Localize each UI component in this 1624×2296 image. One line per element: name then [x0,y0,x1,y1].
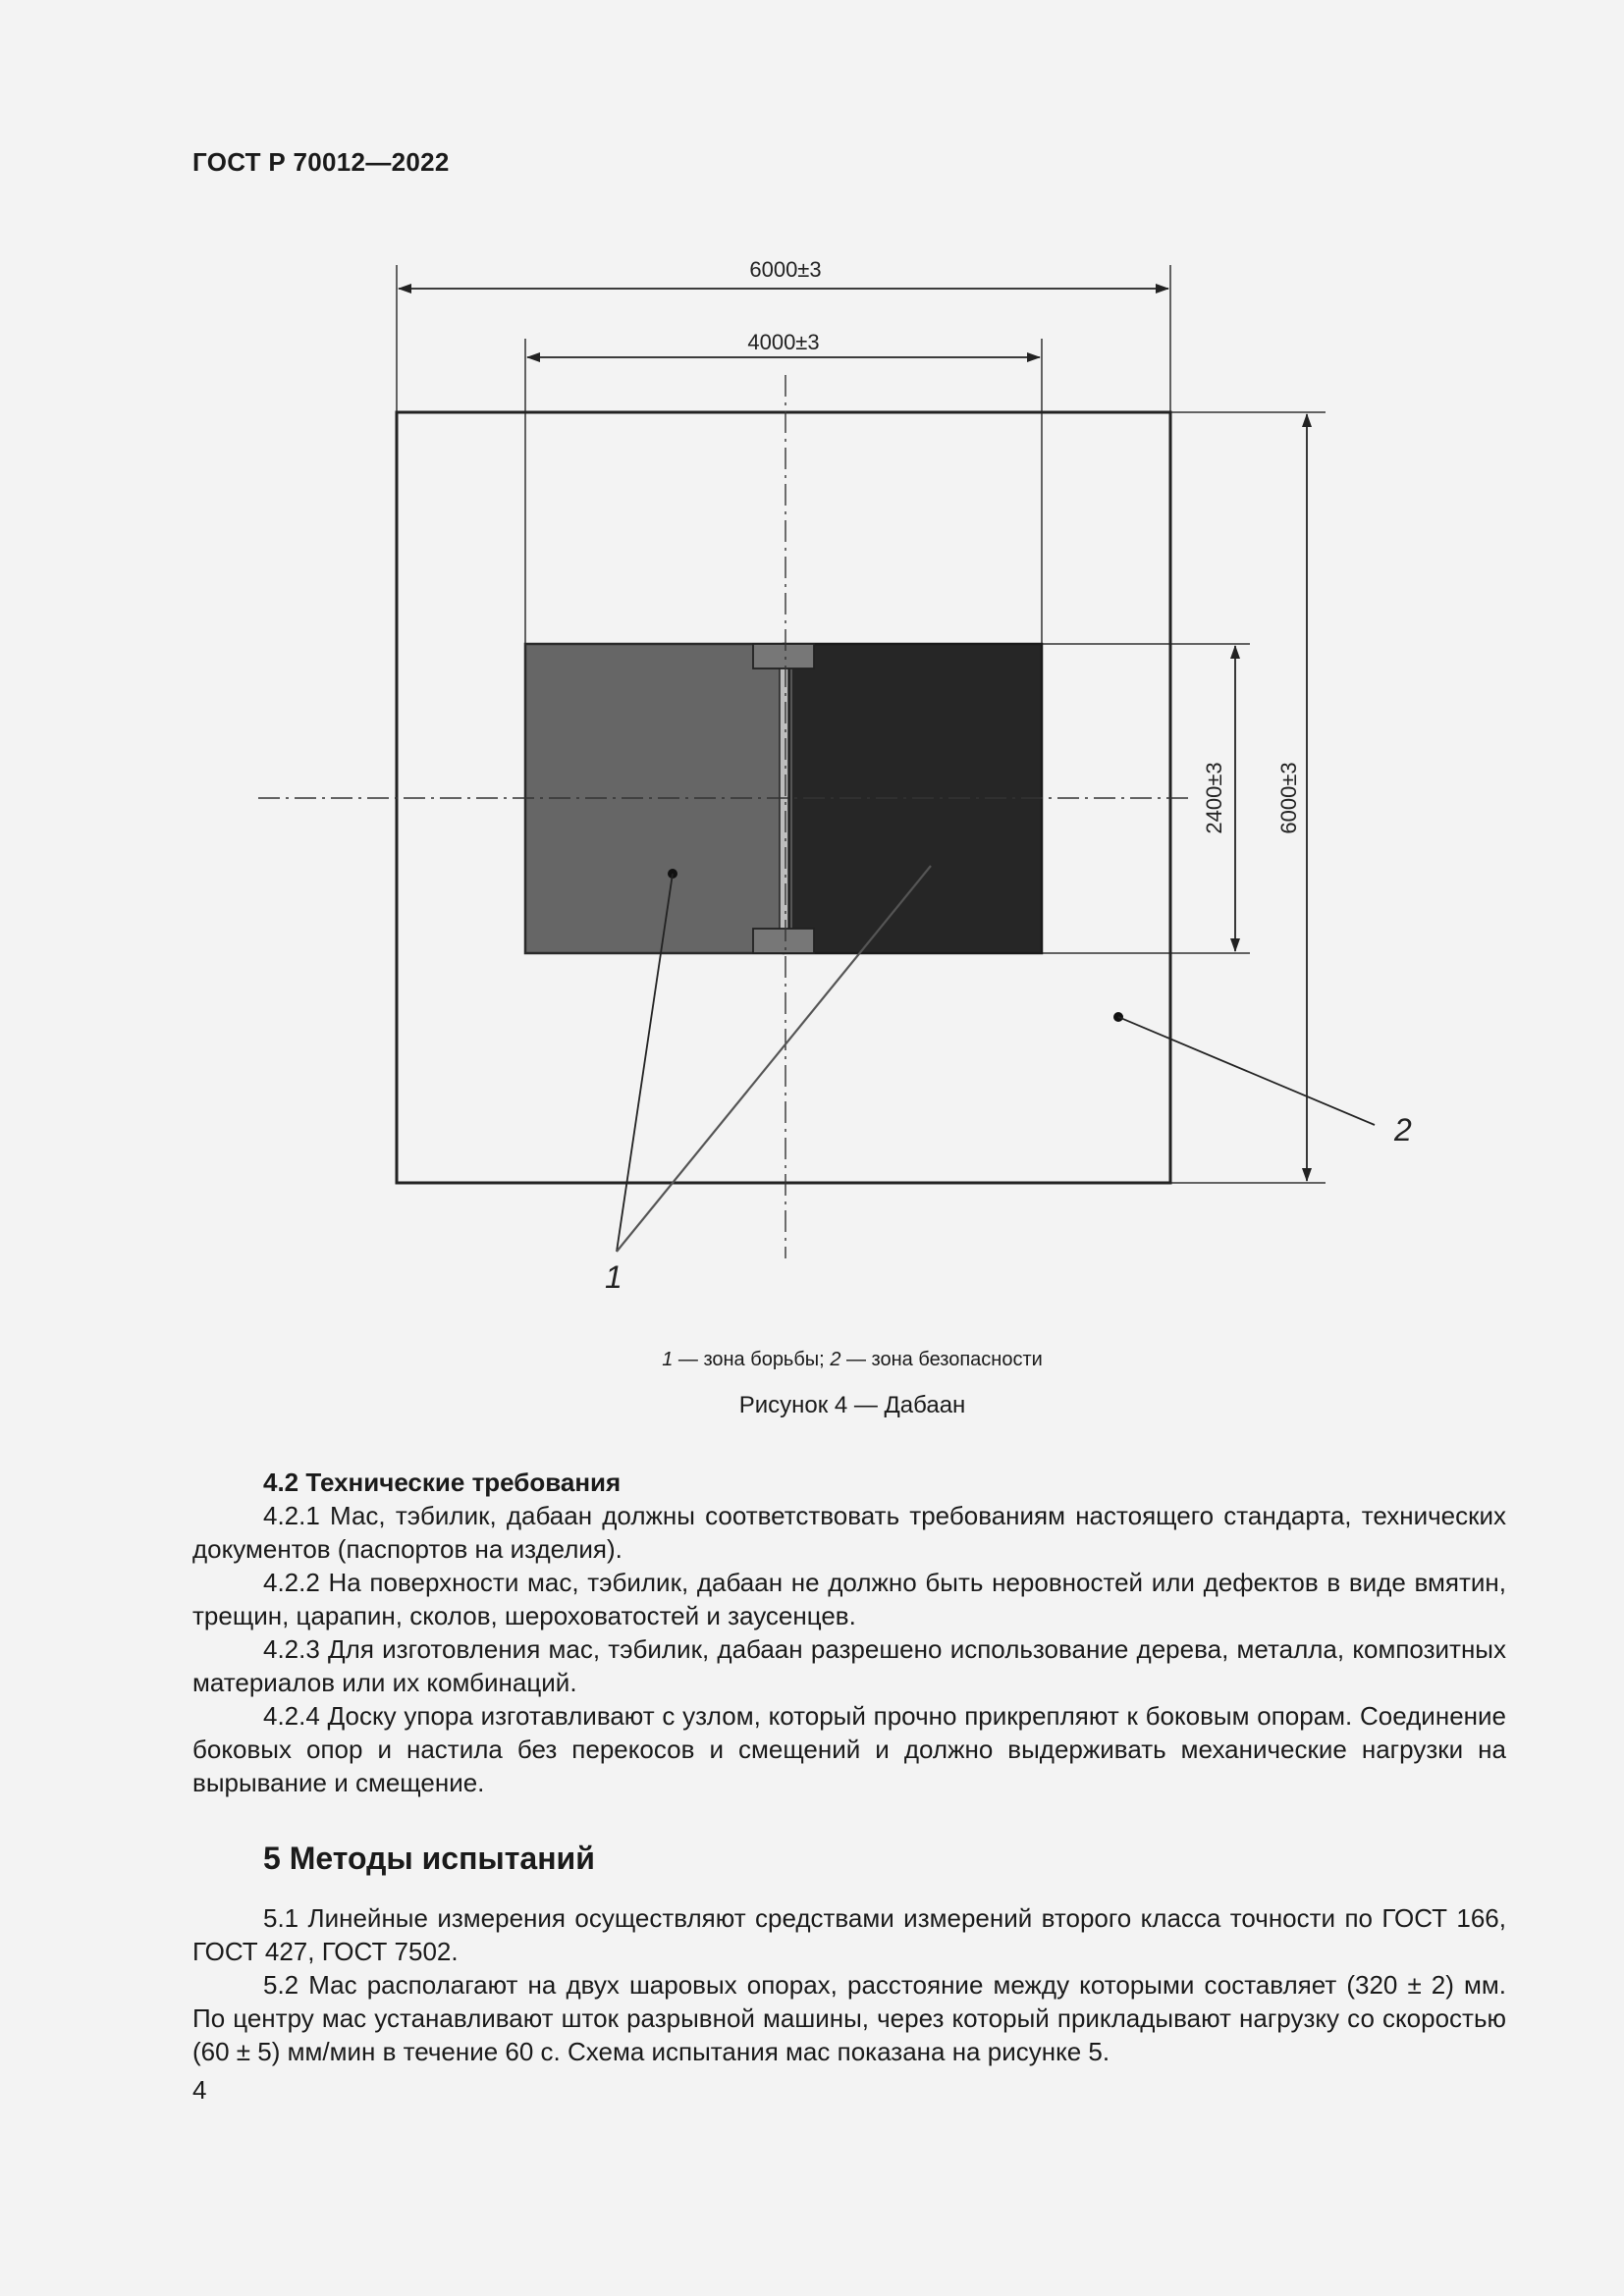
paragraph-4-2-3: 4.2.3 Для изготовления мас, тэбилик, дабаан разрешено использование дерева, металла, композитных материалов или их комбинаций. [192,1634,1506,1697]
central-board [780,667,788,931]
section-5-heading: 5 Методы испытаний [263,1841,595,1876]
paragraph-5-2: 5.2 Мас располагают на двух шаровых опорах, расстояние между которыми составляет (320 ± 2) мм. По центру мас устанавливают шток разрывной машины, через который прикладывают нагрузку со скоростью (60 ± 5) мм/мин в течение 60 с. Схема испытания мас показана на рисунке 5. [192,1970,1506,2066]
callout-1: 1 [605,1259,623,1295]
board-mount-top [753,644,814,668]
dim-inner-width-label: 4000±3 [747,330,820,354]
paragraph-4-2-4: 4.2.4 Доску упора изготавливают с узлом, который прочно прикрепляют к боковым опорам. Соединение боковых опор и настила без перекосов и смещений и должно выдерживать механические нагрузки на вырывание и смещение. [192,1701,1506,1797]
page-number: 4 [192,2075,207,2105]
dim-outer-width-label: 6000±3 [749,257,822,282]
legend-text-2: — зона безопасности [840,1349,1043,1370]
legend-num-1: 1 [662,1349,674,1370]
paragraph-4-2-2: 4.2.2 На поверхности мас, тэбилик, дабаан не должно быть неровностей или дефектов в виде вмятин, трещин, царапин, сколов, шероховатостей и заусенцев. [192,1568,1506,1630]
dim-outer-height-label: 6000±3 [1276,762,1301,834]
legend-text-1: — зона борьбы; [673,1349,831,1370]
dim-inner-height-label: 2400±3 [1202,762,1226,834]
figure-caption: Рисунок 4 — Дабаан [738,1392,966,1418]
callout-2: 2 [1394,1112,1412,1148]
paragraph-4-2-1: 4.2.1 Мас, тэбилик, дабаан должны соответствовать требованиям настоящего стандарта, технических документов (паспортов на изделия). [192,1501,1506,1564]
paragraph-5-1: 5.1 Линейные измерения осуществляют средствами измерений второго класса точности по ГОСТ 166, ГОСТ 427, ГОСТ 7502. [192,1903,1506,1966]
figure-legend [0,1349,1624,1371]
section-4-2-heading: 4.2 Технические требования [263,1468,622,1497]
document-header: ГОСТ Р 70012—2022 [192,147,450,177]
document-body [192,1466,1506,2068]
board-mount-bottom [753,929,814,953]
leader-line-zone2 [1118,1017,1375,1125]
legend-num-2: 2 [830,1349,841,1370]
